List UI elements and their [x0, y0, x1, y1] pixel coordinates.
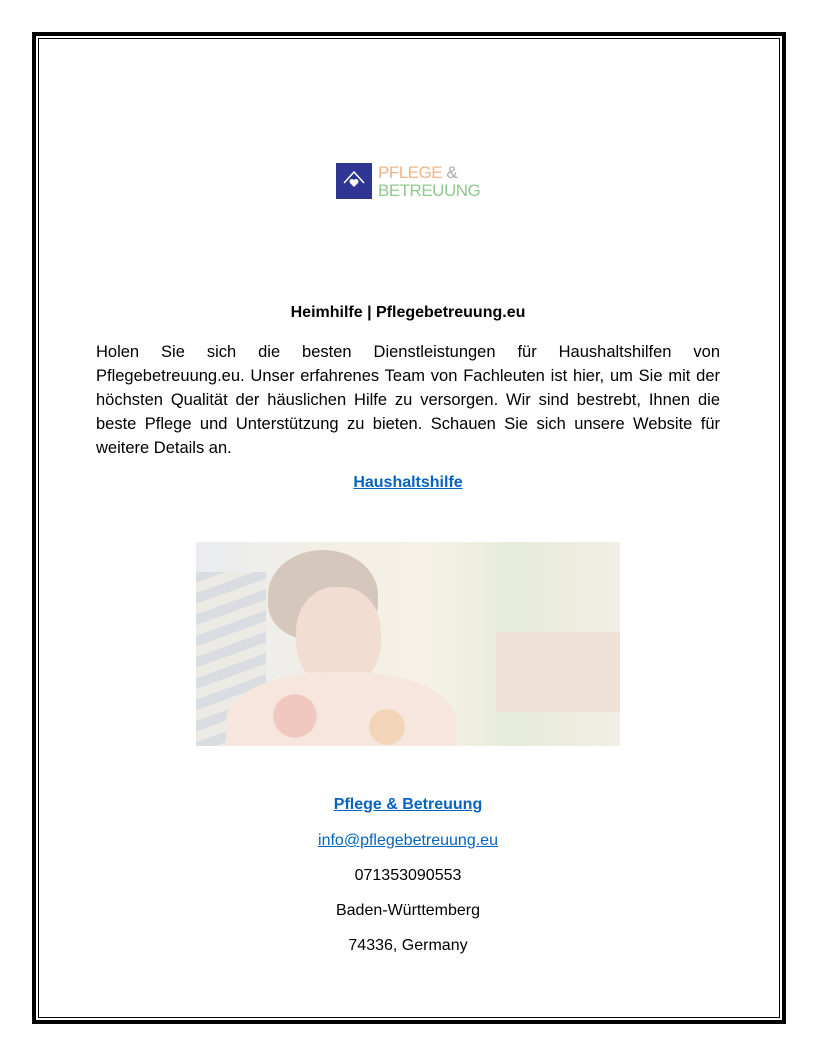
logo-text-pflege: PFLEGE	[378, 163, 443, 182]
phone-number: 071353090553	[354, 867, 462, 884]
company-link[interactable]: Pflege & Betreuung	[333, 796, 483, 813]
intro-paragraph: Holen Sie sich die besten Dienstleistungen für Haushaltshilfen von Pflegebetreuung.eu. Unser erfahrenes Team von Fachleuten ist hier, um Sie mit der höchsten Qualität der häuslichen Hilfe zu versorgen. Wir sind bestrebt, Ihnen die beste Pflege und Unterstützung zu bieten. Schauen Sie sich unsere Website für weitere Details an.	[96, 343, 720, 457]
email-link[interactable]: info@pflegebetreuung.eu	[318, 832, 498, 849]
region: Baden-Württemberg	[335, 902, 481, 919]
logo-text-betreuung: BETREUUNG	[378, 181, 481, 200]
logo-ampersand: &	[446, 163, 458, 182]
logo	[336, 163, 481, 201]
postal-address: 74336, Germany	[348, 937, 468, 954]
house-heart-icon	[336, 163, 372, 199]
elderly-woman-photo	[196, 542, 620, 746]
haushaltshilfe-link[interactable]: Haushaltshilfe	[353, 474, 463, 491]
page-title: Heimhilfe | Pflegebetreuung.eu	[290, 304, 526, 321]
